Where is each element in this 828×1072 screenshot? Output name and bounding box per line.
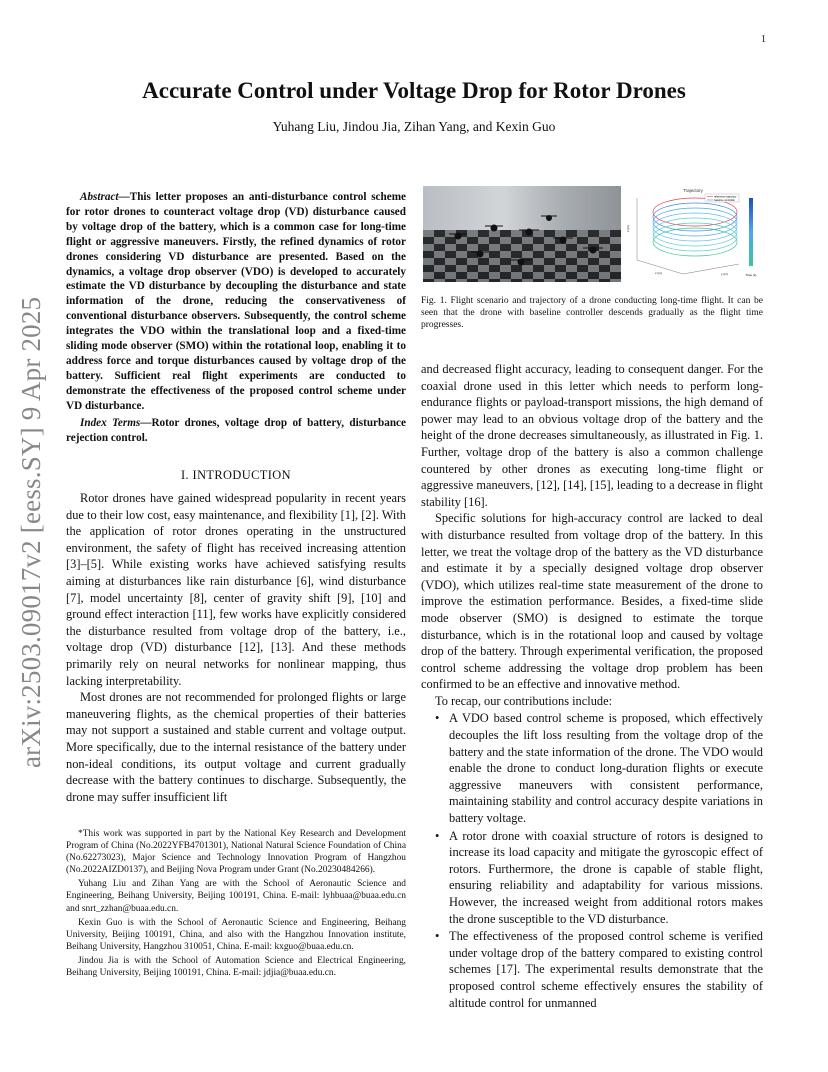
x-axis-label: x (m) (655, 271, 662, 275)
contribution-item (421, 710, 763, 826)
colorbar-label: Time (s) (745, 273, 757, 277)
author-list: Yuhang Liu, Jindou Jia, Zihan Yang, and Kexin Guo (272, 119, 556, 134)
paper-title: Accurate Control under Voltage Drop for Rotor Drones (142, 78, 686, 103)
figure-1 (423, 186, 763, 282)
footnotes (66, 828, 406, 981)
y-axis-label: y (m) (721, 272, 728, 276)
index-terms-lead: Index Terms (80, 417, 141, 429)
legend-baseline: baseline controller (714, 199, 736, 202)
bullet-icon: • (435, 929, 440, 944)
abstract-lead: Abstract (80, 191, 119, 203)
intro-paragraph-1: Rotor drones have gained widespread popularity in recent years due to their low cost, easy maintenance, and flexibility [1], [2]. With the application of rotor drones operating in the unstructured environment, the safety of flight has received increasing attention [3]–[5]. While existing works have achieved satisfying results aiming at disturbances like rain disturbance [6], wind disturbance [7], model uncertainty [8], center of gravity shift [9], [10] and ground effect interaction [11], few works have explicitly considered the disturbance resulted from voltage drop of the battery, i.e., voltage drop (VD) disturbance [12], [13]. And these methods primarily rely on neural networks for nonlinear mapping, thus lacking interpretability. (66, 491, 406, 688)
intro-text (66, 490, 406, 805)
z-axis-label: z (m) (626, 225, 630, 232)
right-column-text (421, 361, 763, 1011)
footnote-affiliation-1: Yuhang Liu and Zihan Yang are with the School of Aeronautic Science and Engineering, Beihang University, Beijing 100191, China. E-mail: lyhbuaa@buaa.edu.cn and snrt_zzhan@buaa.edu.cn. (66, 879, 406, 914)
right-paragraph-3: To recap, our contributions include: (435, 693, 613, 708)
abstract-body: —This letter proposes an anti-disturbance control scheme for rotor drones to counteract voltage drop (VD) disturbance caused by voltage drop of the battery, which is a common case for long-time flight or aggressive maneuvers. Firstly, the refined dynamics of rotor drones considering VD disturbance are presented. Based on the dynamics, a voltage drop observer (VDO) is developed to accurately estimate the VD disturbance by decoupling the disturbance and state information of the drone, reducing the conservativeness of conventional disturbance observers. Subsequently, the control scheme integrates the VDO within the translational loop and a fixed-time sliding mode observer (SMO) within the rotational loop, enabling it to address force and torque disturbances caused by voltage drop of the battery. Sufficient real flight experiments are conducted to demonstrate the effectiveness of the proposed control scheme under VD disturbance. (66, 191, 406, 412)
drone-icon (519, 229, 539, 235)
drone-icon (541, 216, 557, 221)
drone-icon (471, 251, 489, 257)
abstract (66, 190, 406, 414)
plot-title: Trajectory (683, 188, 703, 193)
section-heading: I. INTRODUCTION (181, 468, 291, 482)
intro-paragraph-2: Most drones are not recommended for prolonged flights or large maneuvering flights, as the chemical properties of their batteries may not support a sustained and stable current and voltage output. More specifically, due to the internal resistance of the battery under non-ideal conditions, its output voltage and current gradually decrease with the battery continues to discharge. Subsequently, the drone may suffer insufficient lift (66, 690, 406, 804)
arxiv-stamp[interactable]: arXiv:2503.09017v2 [eess.SY] 9 Apr 2025 (16, 296, 46, 768)
drone-icon (511, 259, 531, 265)
bullet-icon: • (435, 711, 440, 726)
drone-icon (583, 247, 603, 253)
contribution-text: A VDO based control scheme is proposed, which effectively decouples the lift loss resulting from the voltage drop of the battery and the state information of the drone. The VDO would enable the drone to conduct long-duration flights or execute aggressive maneuvers with consistent performance, maintaining stability and control accuracy despite variations in battery voltage. (449, 711, 763, 826)
index-terms-body: —Rotor drones, voltage drop of battery, disturbance rejection control. (66, 417, 406, 444)
page-number: 1 (761, 34, 766, 45)
trajectory-plot (623, 186, 763, 282)
drone-icon (553, 237, 573, 243)
contribution-text: A rotor drone with coaxial structure of rotors is designed to increase its load capacity and mitigate the gyroscopic effect of rotors. Furthermore, the drone is capable of stable flight, ensuring reliability and adaptability for various missions. However, the increased weight from additional rotors makes the drone susceptible to the VD disturbance. (449, 828, 763, 926)
contribution-item (421, 828, 763, 928)
colorbar (749, 198, 753, 266)
contribution-item (421, 928, 763, 1011)
right-paragraph-2: Specific solutions for high-accuracy control are lacked to deal with disturbance resulted from voltage drop of the battery. In this letter, we treat the voltage drop of the battery as the VD disturbance and estimate it by a specially designed voltage drop observer (VDO), which utilizes real-time state measurement of the drone to improve the estimation performance. Besides, a fixed-time slide mode observer (SMO) is designed to estimate the torque disturbance, which is in the rotational loop and caused by voltage drop of the battery. Through experimental verification, the proposed control scheme addressing the voltage drop problem has been confirmed to be an effective and innovative method. (421, 511, 763, 692)
footnote-funding: *This work was supported in part by the National Key Research and Development Program of China (No.2022YFB4701301), National Natural Science Foundation of China (No.62273023), Major Science and Technology Innovation Program of Hangzhou (No.2022AIZD0137), and Beijing Nova Program under Grant (No.20230484266). (66, 829, 406, 876)
footnote-affiliation-3: Jindou Jia is with the School of Automation Science and Electrical Engineering, Beihang University, Beijing 100191, China. E-mail: jdjia@buaa.edu.cn. (66, 955, 406, 979)
drones-overlay (423, 186, 621, 282)
right-paragraph-1: and decreased flight accuracy, leading to consequent danger. For the coaxial drone used in this letter which needs to perform long-endurance flights or payload-transport missions, the high demand of power may lead to an obvious voltage drop of the battery and the height of the drone decreases simultaneously, as illustrated in Fig. 1. Further, voltage drop of the battery is also a common challenge countered by other drones as executing long-time flight or aggressive maneuvers, [12], [14], [15], leading to a decrease in flight stability [16]. (421, 362, 763, 509)
footnote-affiliation-2: Kexin Guo is with the School of Aeronautic Science and Engineering, Beihang University, Beijing 100191, China, and also with the Hangzhou Innovation institute, Beihang University, Hangzhou 310051, China. E-mail: kxguo@buaa.edu.cn. (66, 917, 406, 952)
drone-icon (449, 233, 467, 239)
legend-reference: reference trajectory (714, 195, 737, 199)
drone-icon (485, 225, 503, 231)
flight-scene-photo (423, 186, 621, 282)
figure-caption: Fig. 1. Flight scenario and trajectory of a drone conducting long-time flight. It can be seen that the drone with baseline controller descends gradually as the flight time progresses. (421, 296, 763, 331)
contribution-text: The effectiveness of the proposed control scheme is verified under voltage drop of the battery compared to existing control schemes [17]. The experimental results demonstrate that the proposed control scheme effectively ensures the stability of altitude control for unmanned (449, 929, 763, 1010)
index-terms (66, 416, 406, 446)
bullet-icon: • (435, 828, 440, 843)
